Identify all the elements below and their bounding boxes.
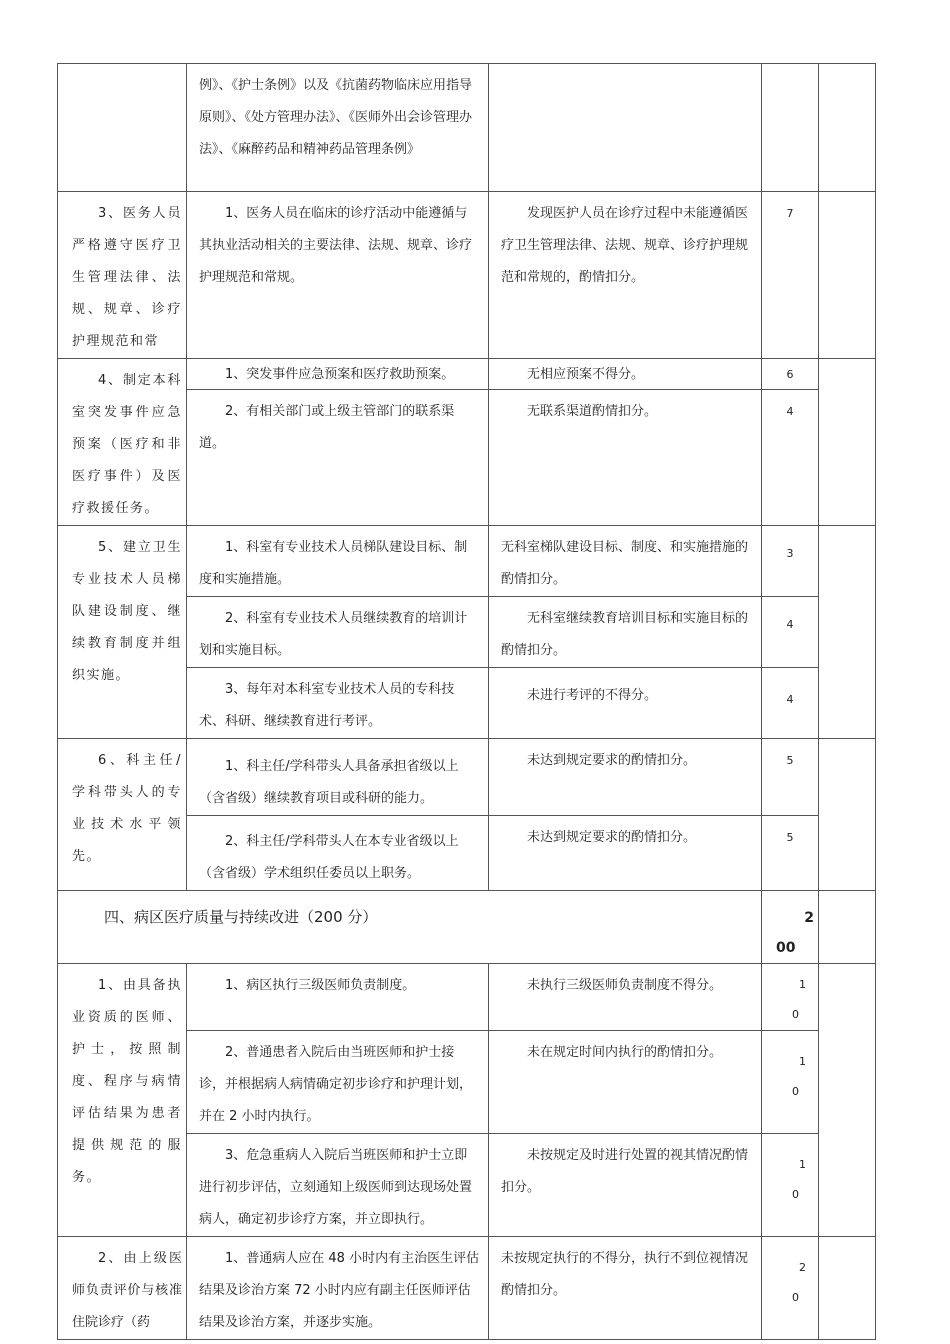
- deduction-cell: 无科室继续教育培训目标和实施目标的酌情扣分。: [489, 597, 762, 668]
- deduction-cell: [489, 64, 762, 192]
- content-cell: 3、每年对本科室专业技术人员的专科技术、科研、继续教育进行考评。: [187, 668, 489, 739]
- table-row: [58, 192, 876, 359]
- blank-cell: [819, 1237, 876, 1340]
- score-digit: 0: [792, 1085, 799, 1098]
- deduction-cell: 未执行三级医师负责制度不得分。: [489, 964, 762, 1031]
- score-cell: 4: [762, 597, 819, 668]
- content-cell: 1、普通病人应在 48 小时内有主治医生评估结果及诊治方案 72 小时内应有副主任医师评估结果及诊治方案，并逐步实施。: [187, 1237, 489, 1340]
- content-cell: 2、普通患者入院后由当班医师和护士接诊，并根据病人病情确定初步诊疗和护理计划，并在 2 小时内执行。: [187, 1031, 489, 1134]
- content-cell: 1、病区执行三级医师负责制度。: [187, 964, 489, 1031]
- table-row: [58, 526, 876, 597]
- section-score-line1: 2: [804, 910, 814, 926]
- score-cell: 4: [762, 668, 819, 739]
- section-score: [762, 891, 819, 964]
- score-cell: 7: [762, 192, 819, 359]
- table-row: [58, 1237, 876, 1340]
- content-cell: 例》、《护士条例》以及《抗菌药物临床应用指导原则》、《处方管理办法》、《医师外出会诊管理办法》、《麻醉药品和精神药品管理条例》: [187, 64, 489, 192]
- deduction-cell: 发现医护人员在诊疗过程中未能遵循医疗卫生管理法律、法规、规章、诊疗护理规范和常规的，酌情扣分。: [489, 192, 762, 359]
- deduction-cell: 无联系渠道酌情扣分。: [489, 390, 762, 526]
- deduction-cell: 无科室梯队建设目标、制度、和实施措施的酌情扣分。: [489, 526, 762, 597]
- score-cell: 5: [762, 816, 819, 891]
- content-cell: 1、科主任/学科带头人具备承担省级以上（含省级）继续教育项目或科研的能力。: [187, 739, 489, 816]
- score-cell: [762, 964, 819, 1031]
- section-score-line2: 00: [776, 940, 796, 956]
- content-cell: 1、医务人员在临床的诊疗活动中能遵循与其执业活动相关的主要法律、法规、规章、诊疗护理规范和常规。: [187, 192, 489, 359]
- blank-cell: [819, 964, 876, 1237]
- score-cell: [762, 1237, 819, 1340]
- blank-cell: [819, 359, 876, 526]
- deduction-cell: 未按规定及时进行处置的视其情况酌情扣分。: [489, 1134, 762, 1237]
- blank-cell: [819, 526, 876, 739]
- blank-cell: [819, 891, 876, 964]
- score-digit: 1: [799, 1158, 806, 1171]
- score-digit: 2: [799, 1261, 806, 1274]
- item-cell: 1、由具备执业资质的医师、护士，按照制度、程序与病情评估结果为患者提供规范的服务。: [58, 964, 187, 1237]
- content-cell: 1、突发事件应急预案和医疗救助预案。: [187, 359, 489, 390]
- table-row: [58, 964, 876, 1031]
- table-row: [58, 739, 876, 816]
- table-row: [58, 359, 876, 390]
- deduction-cell: 未在规定时间内执行的酌情扣分。: [489, 1031, 762, 1134]
- deduction-cell: 无相应预案不得分。: [489, 359, 762, 390]
- score-cell: 3: [762, 526, 819, 597]
- deduction-cell: 未按规定执行的不得分，执行不到位视情况酌情扣分。: [489, 1237, 762, 1340]
- score-cell: [762, 1134, 819, 1237]
- content-cell: 1、科室有专业技术人员梯队建设目标、制度和实施措施。: [187, 526, 489, 597]
- score-digit: 1: [799, 978, 806, 991]
- item-cell: [58, 64, 187, 192]
- score-cell: 4: [762, 390, 819, 526]
- blank-cell: [819, 64, 876, 192]
- section-title: 四、病区医疗质量与持续改进（200 分）: [58, 891, 762, 964]
- blank-cell: [819, 739, 876, 891]
- score-digit: 0: [792, 1188, 799, 1201]
- evaluation-table: [57, 63, 876, 1340]
- content-cell: 2、科主任/学科带头人在本专业省级以上（含省级）学术组织任委员以上职务。: [187, 816, 489, 891]
- content-cell: 2、有相关部门或上级主管部门的联系渠道。: [187, 390, 489, 526]
- item-cell: 6、科主任/学科带头人的专业技术水平领先。: [58, 739, 187, 891]
- table-row: [58, 64, 876, 192]
- score-cell: 5: [762, 739, 819, 816]
- score-digit: 0: [792, 1008, 799, 1021]
- blank-cell: [819, 192, 876, 359]
- content-cell: 3、危急重病人入院后当班医师和护士立即进行初步评估，立刻通知上级医师到达现场处置病人，确定初步诊疗方案，并立即执行。: [187, 1134, 489, 1237]
- score-digit: 1: [799, 1055, 806, 1068]
- item-cell: 2、由上级医师负责评价与核准住院诊疗（药: [58, 1237, 187, 1340]
- score-digit: 0: [792, 1291, 799, 1304]
- item-cell: 5、建立卫生专业技术人员梯队建设制度、继续教育制度并组织实施。: [58, 526, 187, 739]
- deduction-cell: 未进行考评的不得分。: [489, 668, 762, 739]
- item-cell: 4、制定本科室突发事件应急预案（医疗和非医疗事件）及医疗救援任务。: [58, 359, 187, 526]
- score-cell: [762, 1031, 819, 1134]
- deduction-cell: 未达到规定要求的酌情扣分。: [489, 739, 762, 816]
- score-cell: [762, 64, 819, 192]
- content-cell: 2、科室有专业技术人员继续教育的培训计划和实施目标。: [187, 597, 489, 668]
- section-row: [58, 891, 876, 964]
- item-cell: 3、医务人员严格遵守医疗卫生管理法律、法规、规章、诊疗护理规范和常: [58, 192, 187, 359]
- score-cell: 6: [762, 359, 819, 390]
- deduction-cell: 未达到规定要求的酌情扣分。: [489, 816, 762, 891]
